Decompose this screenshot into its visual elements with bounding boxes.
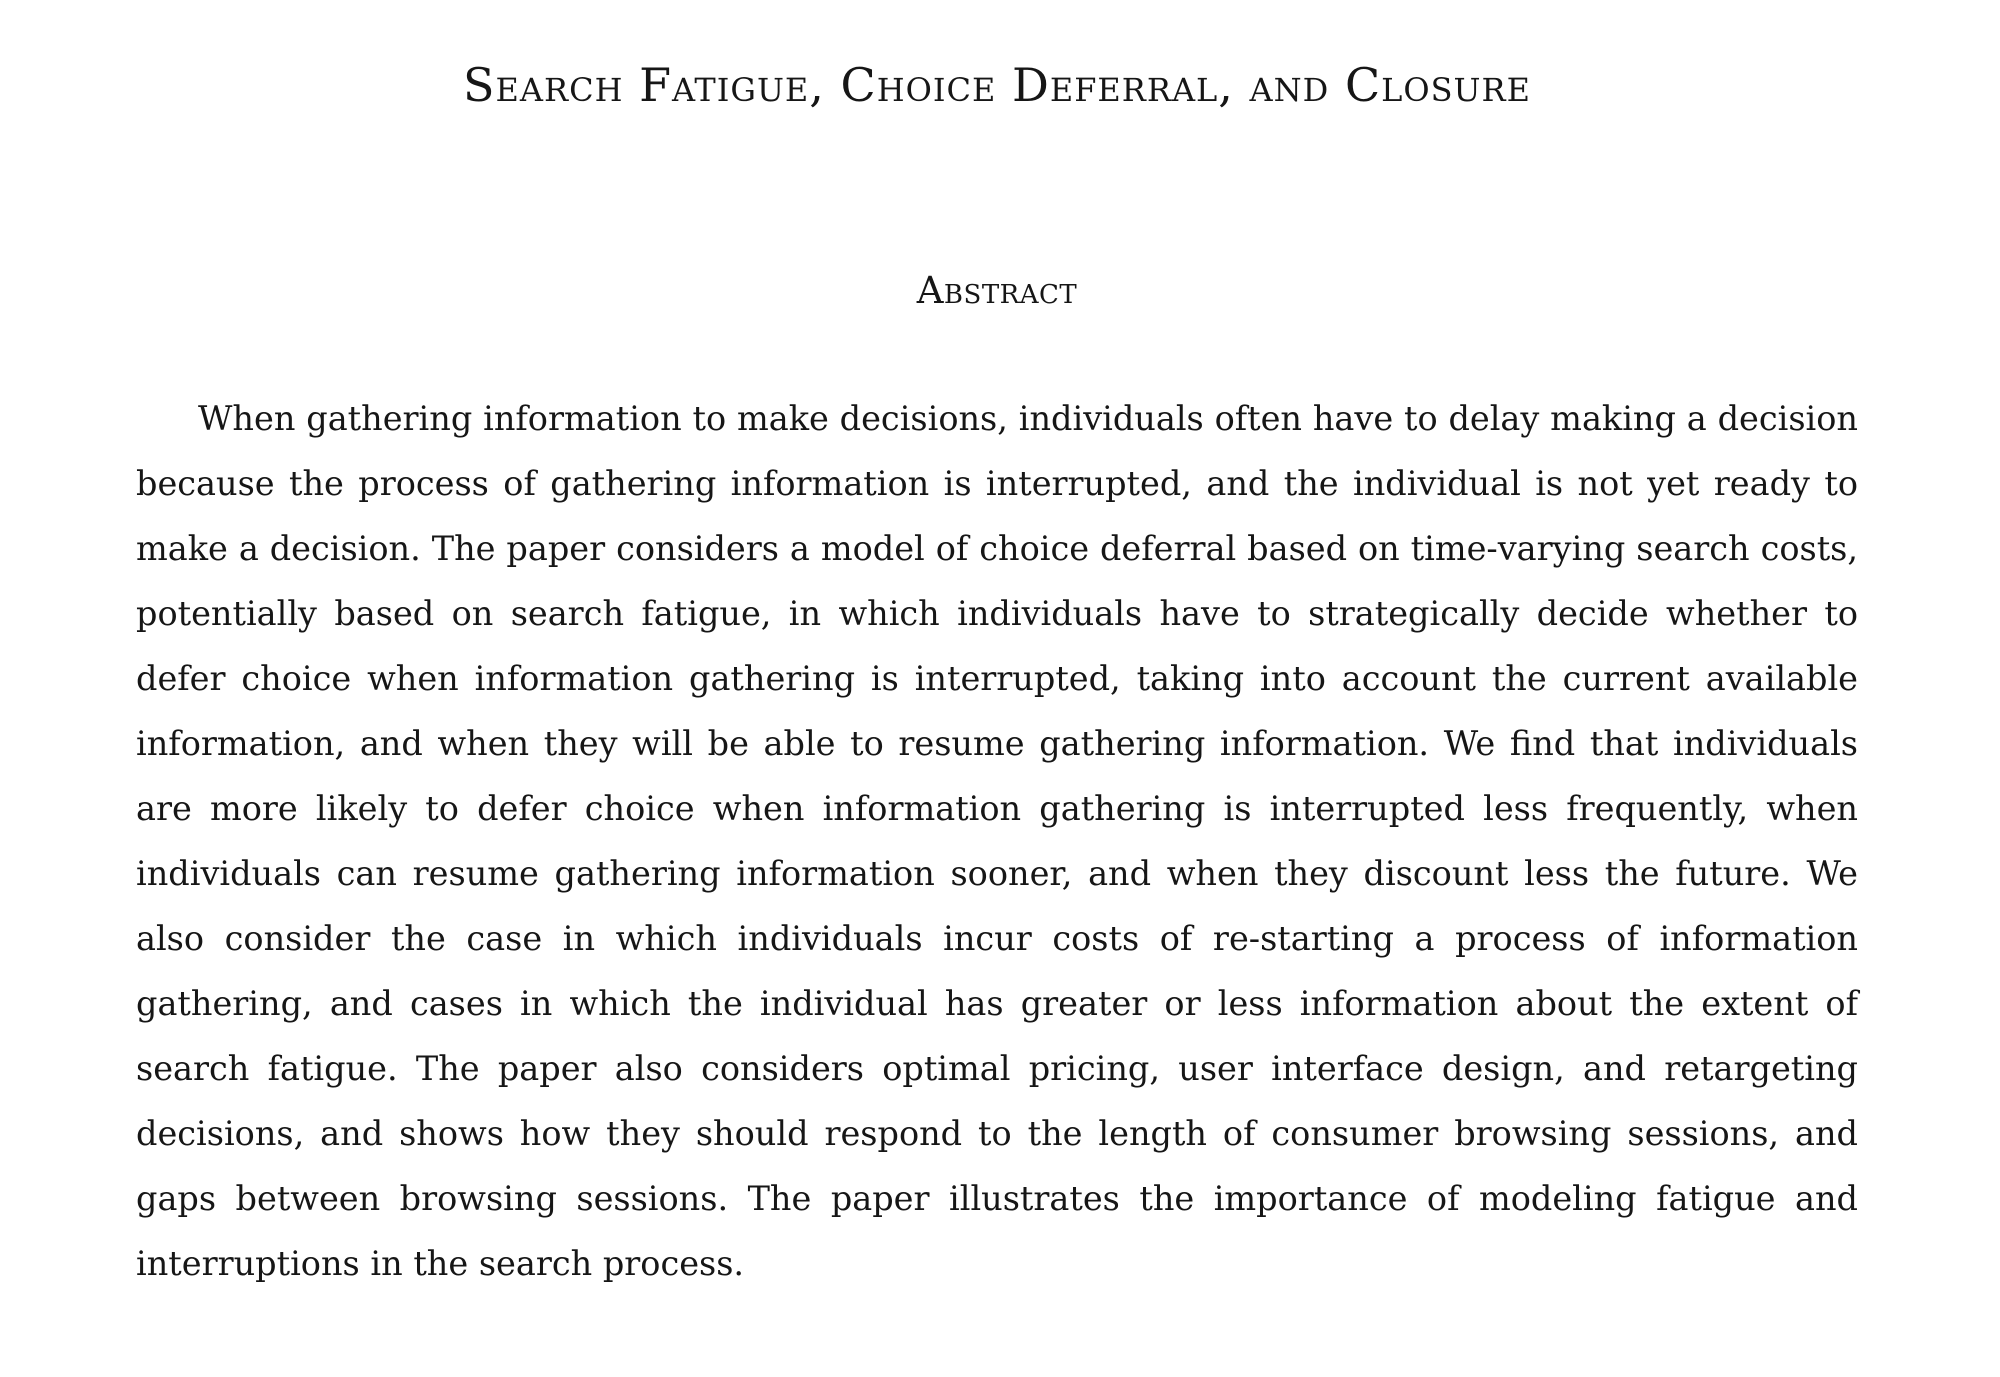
abstract-heading: Abstract: [916, 269, 1078, 312]
abstract-paragraph: When gathering information to make decisions, individuals often have to delay making a decision because the process of gathering information is interrupted, and the individual is not yet ready to make a decision. The paper considers a model of choice deferral based on time-varying search costs, potentially based on search fatigue, in which individuals have to strategically decide whether to defer choice when information gathering is interrupted, taking into account the current available information, and when they will be able to resume gathering information. We find that individuals are more likely to defer choice when information gathering is interrupted less frequently, when individuals can resume gathering information sooner, and when they discount less the future. We also consider the case in which individuals incur costs of re-starting a process of information gathering, and cases in which the individual has greater or less information about the extent of search fatigue. The paper also considers optimal pricing, user interface design, and retargeting decisions, and shows how they should respond to the length of consumer browsing sessions, and gaps between browsing sessions. The paper illustrates the importance of modeling fatigue and interruptions in the search process.: [136, 399, 1858, 1283]
paper-title: Search Fatigue, Choice Deferral, and Closure: [463, 58, 1531, 112]
